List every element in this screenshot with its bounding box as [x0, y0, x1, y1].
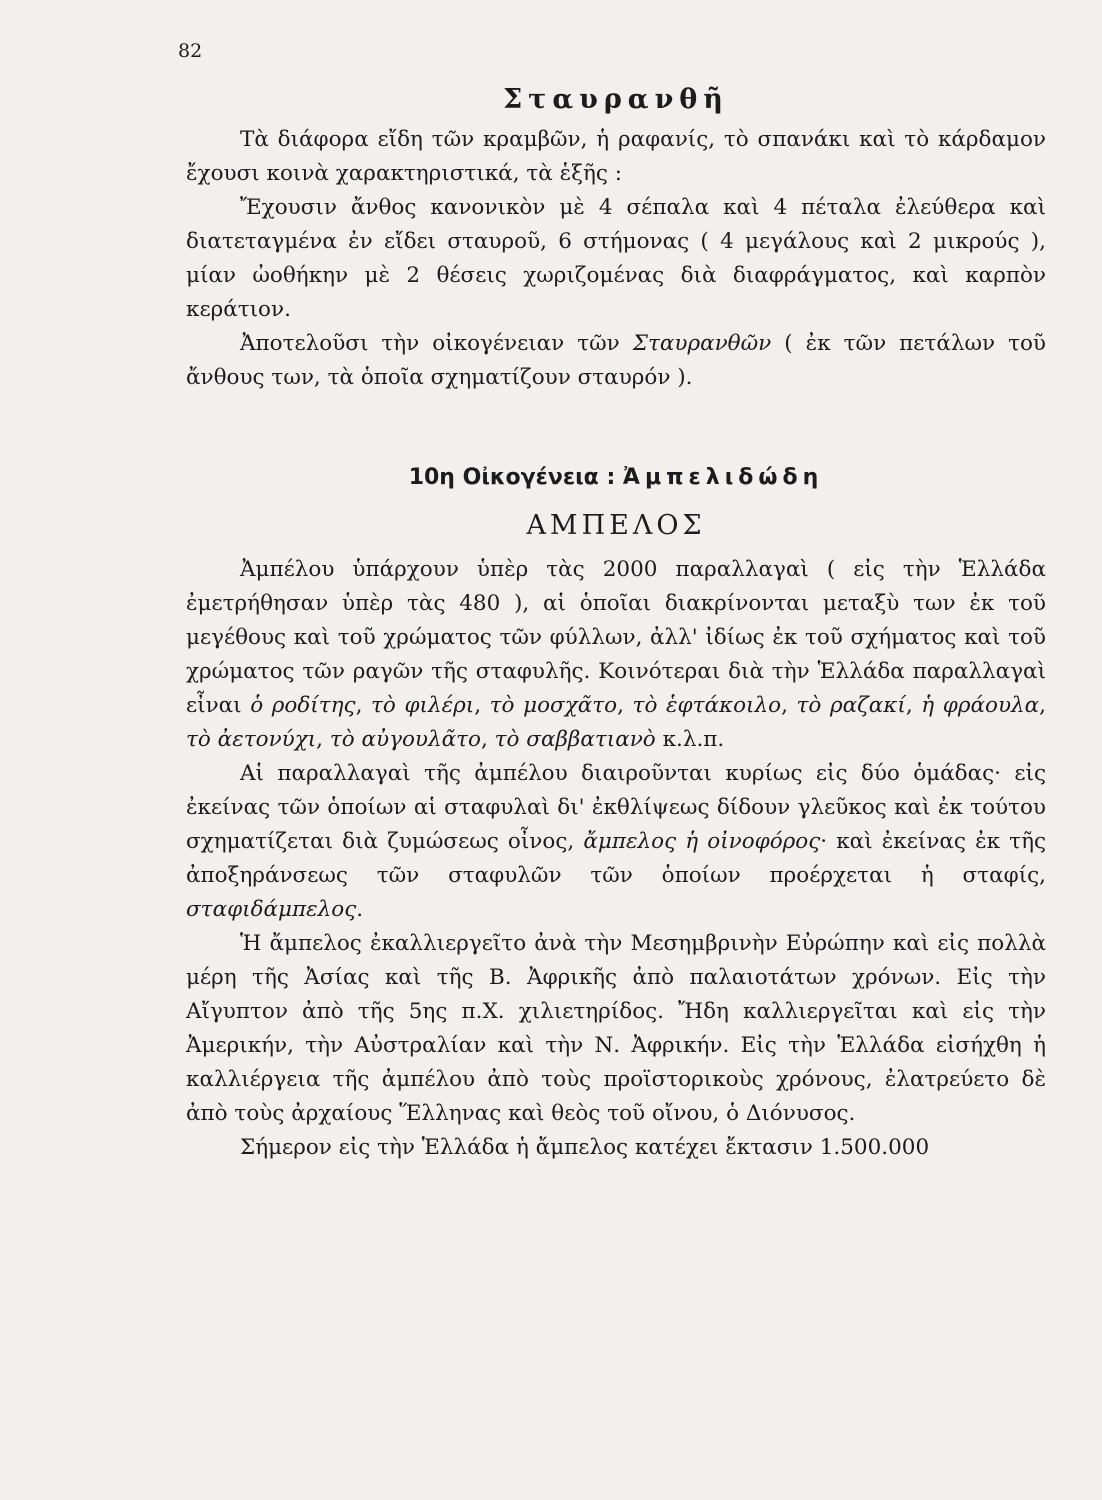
italic-term: ἡ φράουλα: [921, 693, 1040, 718]
italic-term: τὸ μοσχᾶτο: [489, 693, 618, 718]
italic-term: σταφιδάμπελος: [186, 897, 357, 922]
italic-term: Σταυρανθῶν: [632, 331, 772, 356]
subheading-ampelos: ΑΜΠΕΛΟΣ: [526, 510, 706, 541]
text-run: κ.λ.π.: [655, 727, 725, 752]
text-run: .: [356, 897, 364, 922]
paragraph: [186, 327, 1046, 395]
family-heading: [186, 465, 1046, 490]
italic-term: τὸ ραζακί: [796, 693, 906, 718]
italic-term: τὸ ἑφτάκοιλο: [632, 693, 782, 718]
paragraph: [186, 553, 1046, 757]
page-number: 82: [178, 40, 203, 62]
family-name: Ἀμπελιδώδη: [622, 465, 824, 490]
italic-term: τὸ σαββατιανὸ: [494, 727, 656, 752]
text-run: Ἀποτελοῦσι τὴν οἰκογένειαν τῶν: [240, 331, 633, 356]
paragraph: Τὰ διάφορα εἴδη τῶν κραμβῶν, ἡ ραφανίς, τὸ σπανάκι καὶ τὸ κάρδαμον ἔχουσι κοινὰ χαρακτηριστικά, τὰ ἑξῆς :: [186, 127, 1046, 186]
text-run: Ἀμπέλου ὑπάρχουν ὑπὲρ τὰς 2000 παραλλαγαὶ ( εἰς τὴν Ἑλλάδα ἐμετρήθησαν ὑπὲρ τὰς 480 ), αἱ ὁποῖαι διακρίνονται μεταξὺ των ἐκ τοῦ μεγέθους καὶ τοῦ χρώματος τῶν φύλλων, ἀλλ' ἰδίως ἐκ τοῦ σχήματος καὶ τοῦ χρώματος τῶν ραγῶν τῆς σταφυλῆς. Κοινότεραι διὰ τὴν Ἑλλάδα παραλλαγαὶ εἶναι: [186, 557, 1046, 718]
section-heading-stavranthi: Σταυρανθῆ: [503, 84, 729, 115]
separator: ,: [617, 693, 633, 718]
italic-term: ὁ ροδίτης: [250, 693, 356, 718]
family-label: 10η Οἰκογένεια :: [408, 465, 623, 490]
separator: ,: [474, 693, 490, 718]
italic-term: τὸ φιλέρι: [371, 693, 475, 718]
text-run: ( ἐκ τῶν πετάλων τοῦ ἄνθους των, τὰ ὁποῖα σχηματίζουν σταυρόν ).: [186, 331, 1046, 390]
separator: ,: [781, 693, 797, 718]
separator: ,: [480, 727, 495, 752]
separator: ,: [316, 727, 330, 752]
italic-term: ἄμπελος ἡ οἰνοφόρος: [583, 829, 821, 854]
paragraph: Ἡ ἄμπελος ἐκαλλιεργεῖτο ἀνὰ τὴν Μεσημβρινὴν Εὐρώπην καὶ εἰς πολλὰ μέρη τῆς Ἀσίας καὶ τῆς Β. Ἀφρικῆς ἀπὸ παλαιοτάτων χρόνων. Εἰς τὴν Αἴγυπτον ἀπὸ τῆς 5ης π.Χ. χιλιετηρίδος. Ἤδη καλλιεργεῖται καὶ εἰς τὴν Ἀμερικήν, τὴν Αὐστραλίαν καὶ τὴν Ν. Ἀφρικήν. Εἰς τὴν Ἑλλάδα εἰσήχθη ἡ καλλιέργεια τῆς ἀμπέλου ἀπὸ τοὺς προϊστορικοὺς χρόνους, ἐλατρεύετο δὲ ἀπὸ τοὺς ἀρχαίους Ἕλληνας καὶ θεὸς τοῦ οἴνου, ὁ Διόνυσος.: [186, 931, 1046, 1126]
italic-term: τὸ αὐγουλᾶτο: [329, 727, 481, 752]
text-run: Αἱ παραλλαγαὶ τῆς ἀμπέλου διαιροῦνται κυρίως εἰς δύο ὁμάδας· εἰς ἐκείνας τῶν ὁποίων αἱ σταφυλαὶ δι' ἐκθλίψεως δίδουν γλεῦκος καὶ ἐκ τούτου σχηματίζεται διὰ ζυμώσεως οἶνος,: [186, 761, 1046, 854]
separator: ,: [355, 693, 372, 718]
paragraph: [186, 757, 1046, 927]
page-content: [186, 80, 1046, 1165]
italic-term: τὸ ἀετονύχι: [186, 727, 317, 752]
paragraph: Ἔχουσιν ἄνθος κανονικὸν μὲ 4 σέπαλα καὶ 4 πέταλα ἐλεύθερα καὶ διατεταγμένα ἐν εἴδει σταυροῦ, 6 στήμονας ( 4 μεγάλους καὶ 2 μικρούς ), μίαν ὠοθήκην μὲ 2 θέσεις χωριζομένας διὰ διαφράγματος, καὶ καρπὸν κεράτιον.: [186, 195, 1046, 322]
separator: ,: [905, 693, 922, 718]
text-run: · καὶ ἐκείνας ἐκ τῆς ἀποξηράνσεως τῶν σταφυλῶν τῶν ὁποίων προέρχεται ἡ σταφίς,: [186, 829, 1046, 888]
paragraph: Σήμερον εἰς τὴν Ἑλλάδα ἡ ἄμπελος κατέχει ἔκτασιν 1.500.000: [240, 1135, 930, 1160]
separator: ,: [1039, 693, 1047, 718]
